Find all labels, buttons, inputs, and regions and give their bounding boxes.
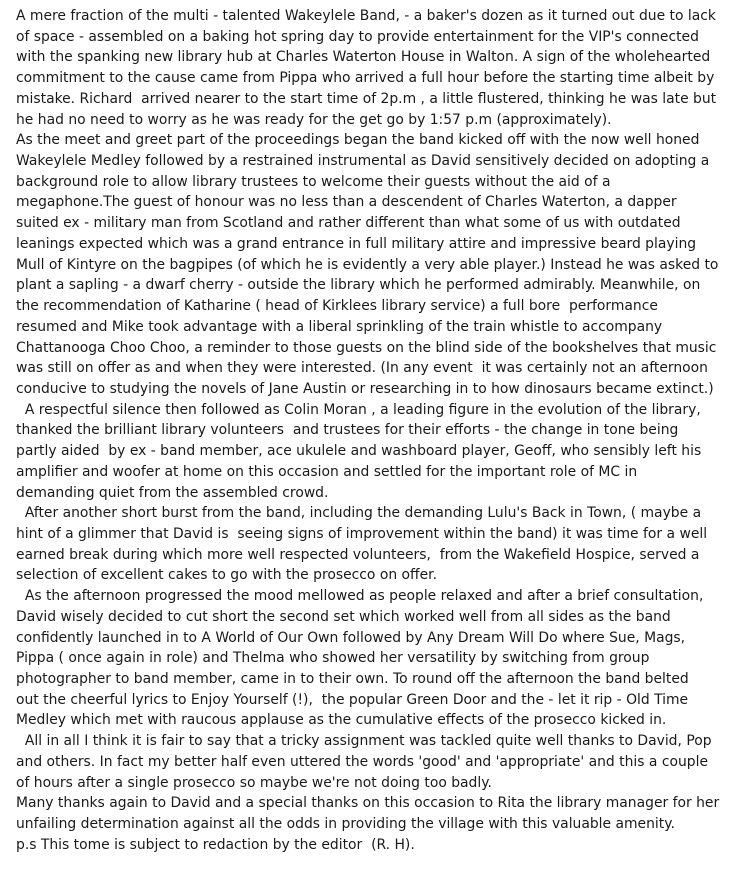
text-line: demanding quiet from the assembled crowd.: [16, 484, 329, 501]
text-line: Mull of Kintyre on the bagpipes (of which he is evidently a very able player.) Instead he was asked to: [16, 256, 719, 273]
text-line: of space - assembled on a baking hot spring day to provide entertainment for the VIP's connected: [16, 28, 699, 45]
text-line: confidently launched in to A World of Our Own followed by Any Dream Will Do where Sue, Mags,: [16, 629, 686, 646]
text-line: and others. In fact my better half even uttered the words 'good' and 'appropriate' and this a couple: [16, 753, 709, 770]
text-line: resumed and Mike took advantage with a liberal sprinkling of the train whistle to accompany: [16, 318, 663, 335]
text-line: Pippa ( once again in role) and Thelma who showed her versatility by switching from group: [16, 650, 650, 667]
text-line: was still on offer as and when they were interested. (In any event it was certainly not an afternoon: [16, 360, 708, 377]
text-line: earned break during which more well respected volunteers, from the Wakefield Hospice, served a: [16, 546, 700, 563]
text-line: A respectful silence then followed as Colin Moran , a leading figure in the evolution of the library,: [16, 401, 701, 418]
text-line: selection of excellent cakes to go with the prosecco on offer.: [16, 567, 438, 584]
text-line: commitment to the cause came from Pippa who arrived a full hour before the starting time albeit by: [16, 70, 715, 87]
text-line: All in all I think it is fair to say that a tricky assignment was tackled quite well thanks to David, Pop: [16, 733, 712, 750]
text-line: megaphone.The guest of honour was no less than a descendent of Charles Waterton, a dapper: [16, 194, 677, 211]
text-line: As the meet and greet part of the proceedings began the band kicked off with the now well honed: [16, 132, 700, 149]
text-line: Wakeylele Medley followed by a restrained instrumental as David sensitively decided on adopting a: [16, 153, 710, 170]
text-line: p.s This tome is subject to redaction by the editor (R. H).: [16, 836, 415, 853]
text-line: Chattanooga Choo Choo, a reminder to those guests on the blind side of the bookshelves that music: [16, 339, 717, 356]
text-line: A mere fraction of the multi - talented Wakeylele Band, - a baker's dozen as it turned out due to lack: [16, 8, 716, 24]
text-line: partly aided by ex - band member, ace ukulele and washboard player, Geoff, who sensibly left his: [16, 443, 702, 460]
text-line: plant a sapling - a dwarf cherry - outside the library which he performed admirably. Meanwhile, on: [16, 277, 701, 294]
text-line: background role to allow library trustees to welcome their guests without the aid of a: [16, 173, 611, 190]
text-line: David wisely decided to cut short the second set which worked well from all sides as the band: [16, 608, 671, 625]
text-line: photographer to band member, came in to their own. To round off the afternoon the band belted: [16, 671, 689, 687]
text-line: amplifier and woofer at home on this occasion and settled for the important role of MC in: [16, 463, 638, 480]
text-line: with the spanking new library hub at Charles Waterton House in Walton. A sign of the wholehearted: [16, 49, 711, 66]
text-line: hint of a glimmer that David is seeing signs of improvement within the band) it was time for a well: [16, 525, 708, 542]
text-line: suited ex - military man from Scotland and rather different than what some of us with outdated: [16, 215, 681, 232]
text-line: As the afternoon progressed the mood mellowed as people relaxed and after a brief consultation,: [16, 588, 704, 605]
text-line: After another short burst from the band, including the demanding Lulu's Back in Town, ( maybe a: [16, 505, 702, 522]
text-line: conducive to studying the novels of Jane Austin or researching in to how dinosaurs became extinct.): [16, 380, 714, 397]
article-body: [16, 6, 740, 855]
text-line: of hours after a single prosecco so maybe we're not doing too badly.: [16, 774, 492, 791]
text-line: out the cheerful lyrics to Enjoy Yourself (!), the popular Green Door and the - let it rip - Old Time: [16, 691, 689, 708]
text-line: mistake. Richard arrived nearer to the start time of 2p.m , a little flustered, thinking he was late but: [16, 90, 717, 107]
text-line: he had no need to worry as he was ready for the get go by 1:57 p.m (approximately).: [16, 111, 612, 128]
text-line: thanked the brilliant library volunteers and trustees for their efforts - the change in tone being: [16, 422, 679, 439]
text-line: unfailing determination against all the odds in providing the village with this valuable amenity.: [16, 816, 675, 833]
text-line: Many thanks again to David and a special thanks on this occasion to Rita the library manager for her: [16, 795, 720, 812]
text-line: leanings expected which was a grand entrance in full military attire and impressive beard playing: [16, 235, 697, 252]
text-line: Medley which met with raucous applause as the cumulative effects of the prosecco kicked in.: [16, 712, 667, 729]
text-line: the recommendation of Katharine ( head of Kirklees library service) a full bore performance: [16, 298, 658, 315]
